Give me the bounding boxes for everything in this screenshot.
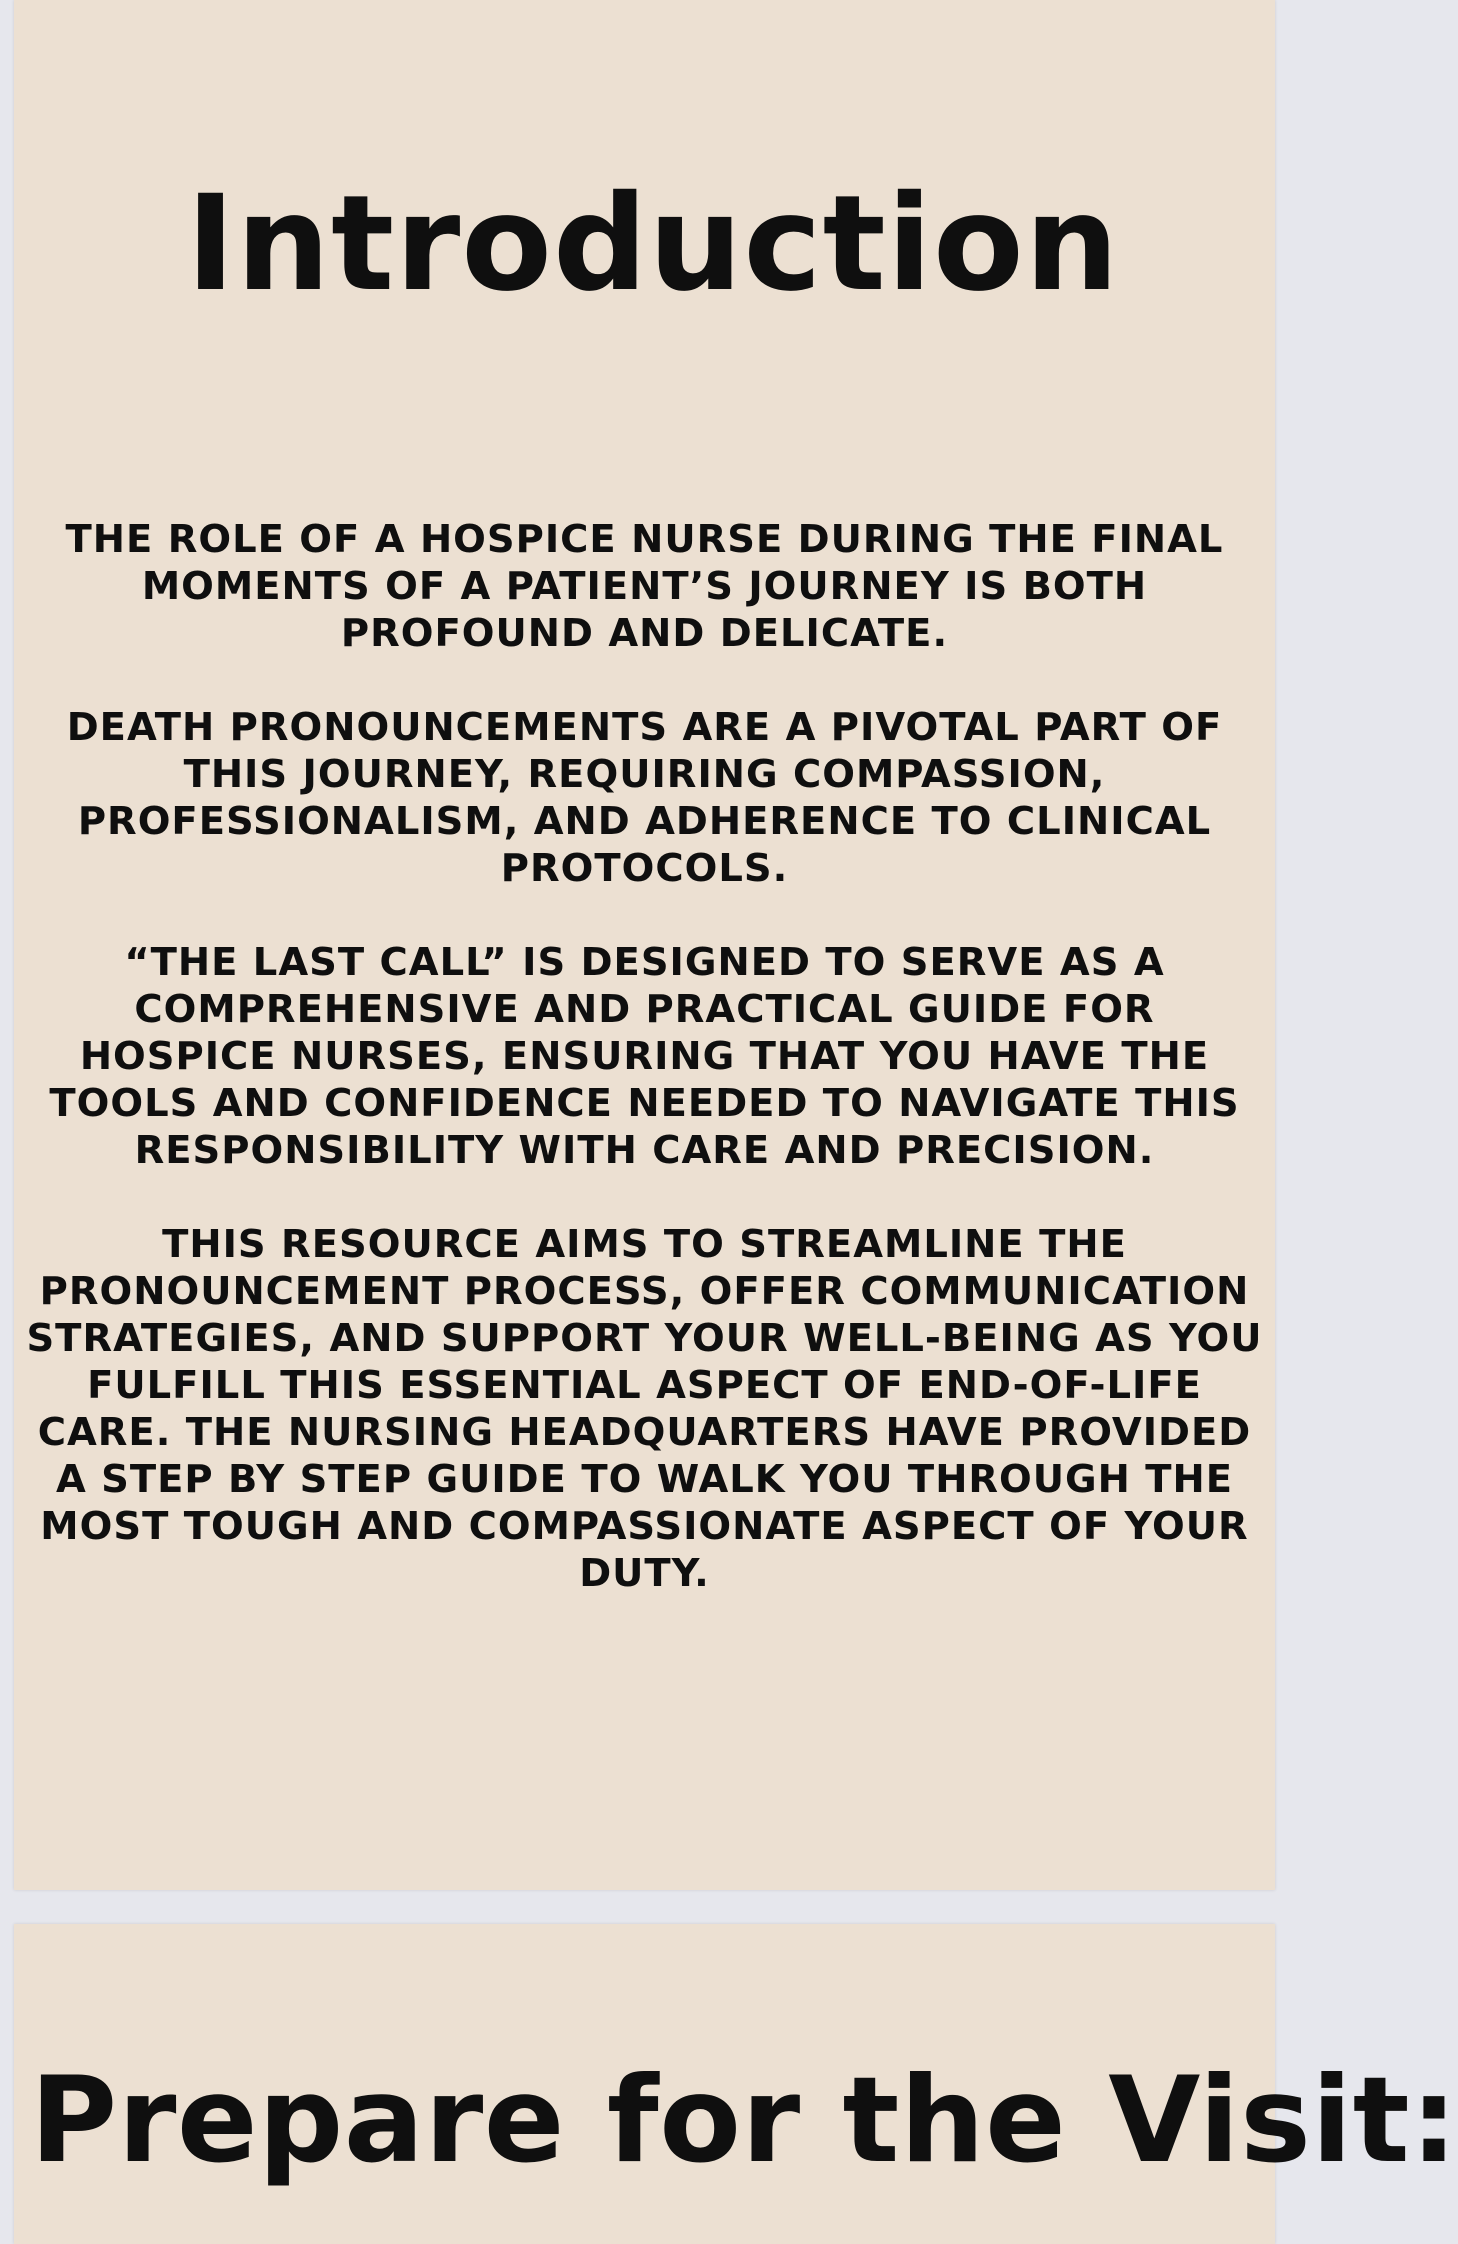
- section-title-introduction: Introduction: [186, 167, 1120, 321]
- intro-paragraph-4: THIS RESOURCE AIMS TO STREAMLINE THE PRONOUNCEMENT PROCESS, OFFER COMMUNICATION STRATEGIES, AND SUPPORT YOUR WELL-BEING AS YOU FULFILL THIS ESSENTIAL ASPECT OF END-OF-LIFE CARE. THE NURSING HEADQUARTERS HAVE PROVIDED A STEP BY STEP GUIDE TO WALK YOU THROUGH THE MOST TOUGH AND COMPASSIONATE ASPECT OF YOUR DUTY.: [26, 1222, 1263, 1596]
- document-page-prepare: [14, 1924, 1458, 2244]
- intro-paragraph-3: “THE LAST CALL” IS DESIGNED TO SERVE AS A COMPREHENSIVE AND PRACTICAL GUIDE FOR HOSPICE NURSES, ENSURING THAT YOU HAVE THE TOOLS AND CONFIDENCE NEEDED TO NAVIGATE THIS RESPONSIBILITY WITH CARE AND PRECISION.: [49, 940, 1240, 1173]
- document-page-introduction: [14, 0, 1275, 1890]
- intro-paragraph-2: DEATH PRONOUNCEMENTS ARE A PIVOTAL PART OF THIS JOURNEY, REQUIRING COMPASSION, PROFESSIONALISM, AND ADHERENCE TO CLINICAL PROTOCOLS.: [66, 705, 1223, 891]
- intro-paragraph-1: THE ROLE OF A HOSPICE NURSE DURING THE FINAL MOMENTS OF A PATIENT’S JOURNEY IS BOTH PROFOUND AND DELICATE.: [65, 517, 1224, 656]
- section-title-prepare-for-visit: Prepare for the Visit:: [30, 2052, 1458, 2190]
- introduction-body: [14, 516, 1275, 1644]
